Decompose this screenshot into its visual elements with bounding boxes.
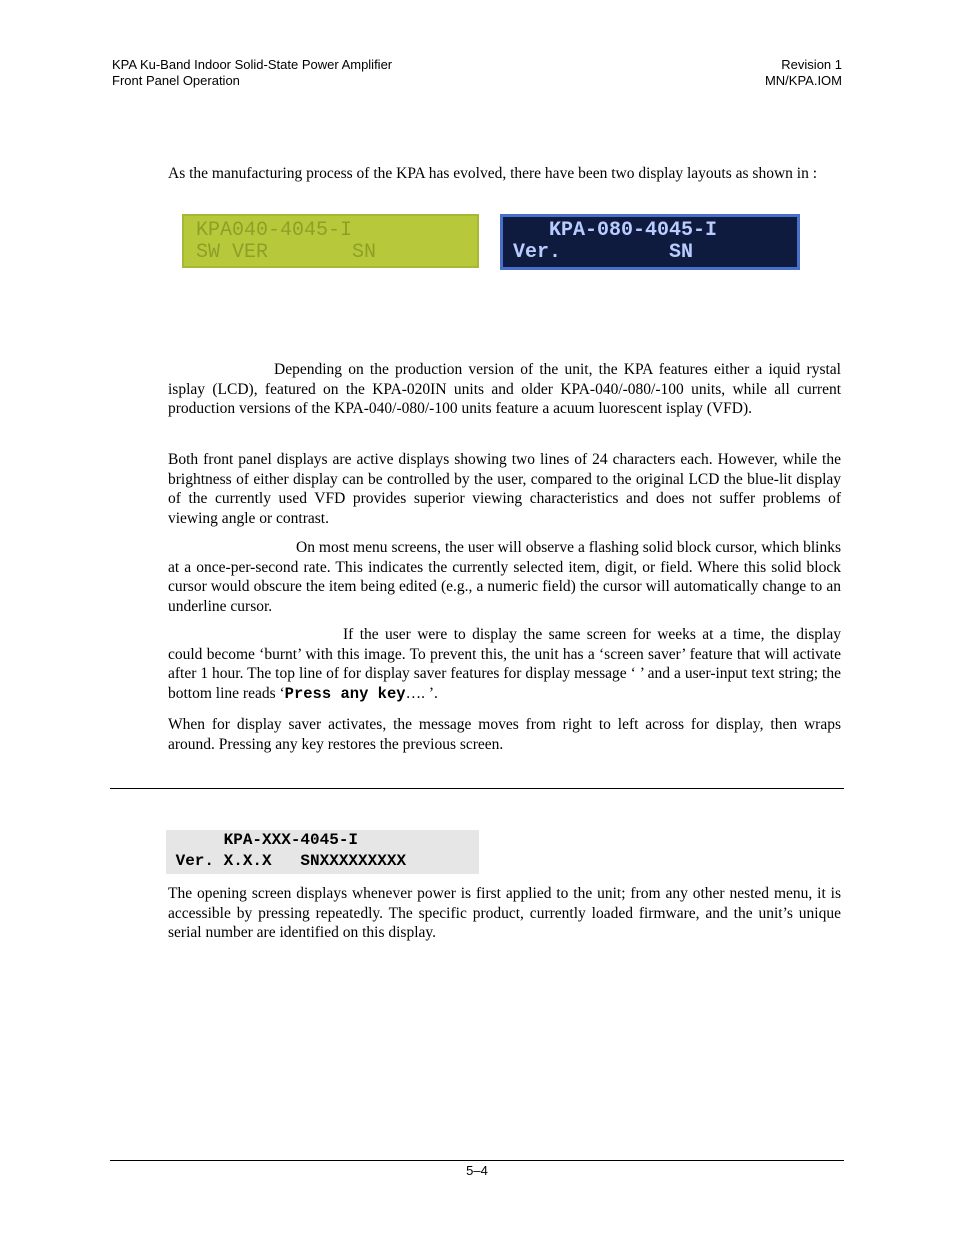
opening-screen-line-1: KPA-XXX-4045-I [166, 831, 359, 849]
vfd-line-2: Ver. SN [513, 241, 694, 264]
footer-divider [110, 1160, 844, 1161]
opening-screen-line-2: Ver. X.X.X SNXXXXXXXXX [166, 852, 407, 870]
lcd-line-1: KPA040-4045-I [196, 219, 353, 242]
cursor-paragraph: On most menu screens, the user will observe a flashing solid block cursor, which blinks at a once-per-second rate. This indicates the currently selected item, digit, or field. Where this solid block cursor would obscure the item being edited (e.g., a numeric field) the cursor will automatically change to an underline cursor. [168, 539, 841, 615]
screen-saver-paragraph [168, 625, 841, 704]
lcd-display-image [182, 214, 479, 268]
display-type-paragraph: Depending on the production version of the unit, the KPA features either a iquid rystal isplay (LCD), featured on the KPA-020IN units and older KPA-040/-080/-100 units, while all current production versions of the KPA-040/-080/-100 units feature a acuum luorescent isplay (VFD). [168, 361, 841, 417]
revision: Revision 1 [781, 57, 842, 72]
intro-paragraph: As the manufacturing process of the KPA has evolved, there have been two display layouts as shown in : [168, 165, 818, 182]
opening-screen-paragraph: The opening screen displays whenever power is first applied to the unit; from any other nested menu, it is accessible by pressing repeatedly. The specific product, currently loaded firmware, and the unit’s unique serial number are identified on this display. [168, 885, 841, 941]
header-left [112, 57, 392, 89]
doc-title: KPA Ku-Band Indoor Solid-State Power Amplifier [112, 57, 393, 72]
header-right [765, 57, 842, 89]
lcd-line-2: SW VER SN [196, 241, 377, 264]
vfd-line-1: KPA-080-4045-I [513, 219, 718, 242]
screen-saver-behavior-paragraph: When for display saver activates, the message moves from right to left across for display, then wraps around. Pressing any key restores the previous screen. [168, 716, 841, 753]
section-divider [110, 788, 844, 789]
press-any-key-code: Press any key [284, 684, 406, 703]
vfd-display-image [500, 214, 800, 270]
section-title: Front Panel Operation [112, 73, 240, 88]
display-comparison-paragraph: Both front panel displays are active displays showing two lines of 24 characters each. However, while the brightness of either display can be controlled by the user, compared to the original LCD the blue-lit display of the currently used VFD provides superior viewing characteristics and does not suffer problems of viewing angle or contrast. [168, 451, 841, 527]
screen-saver-text: If the user were to display the same screen for weeks at a time, the display could become ‘burnt’ with this image. To prevent this, the unit has a ‘screen saver’ feature that will activate after 1 hour. The top line of for display saver features for display message ‘ ’ and a user-input text string; the bottom line reads ‘ [168, 626, 841, 702]
opening-screen-box [166, 830, 479, 874]
doc-number: MN/KPA.IOM [764, 73, 842, 88]
screen-saver-text-end: …. ’. [405, 684, 438, 702]
page-number: 5–4 [466, 1163, 488, 1178]
